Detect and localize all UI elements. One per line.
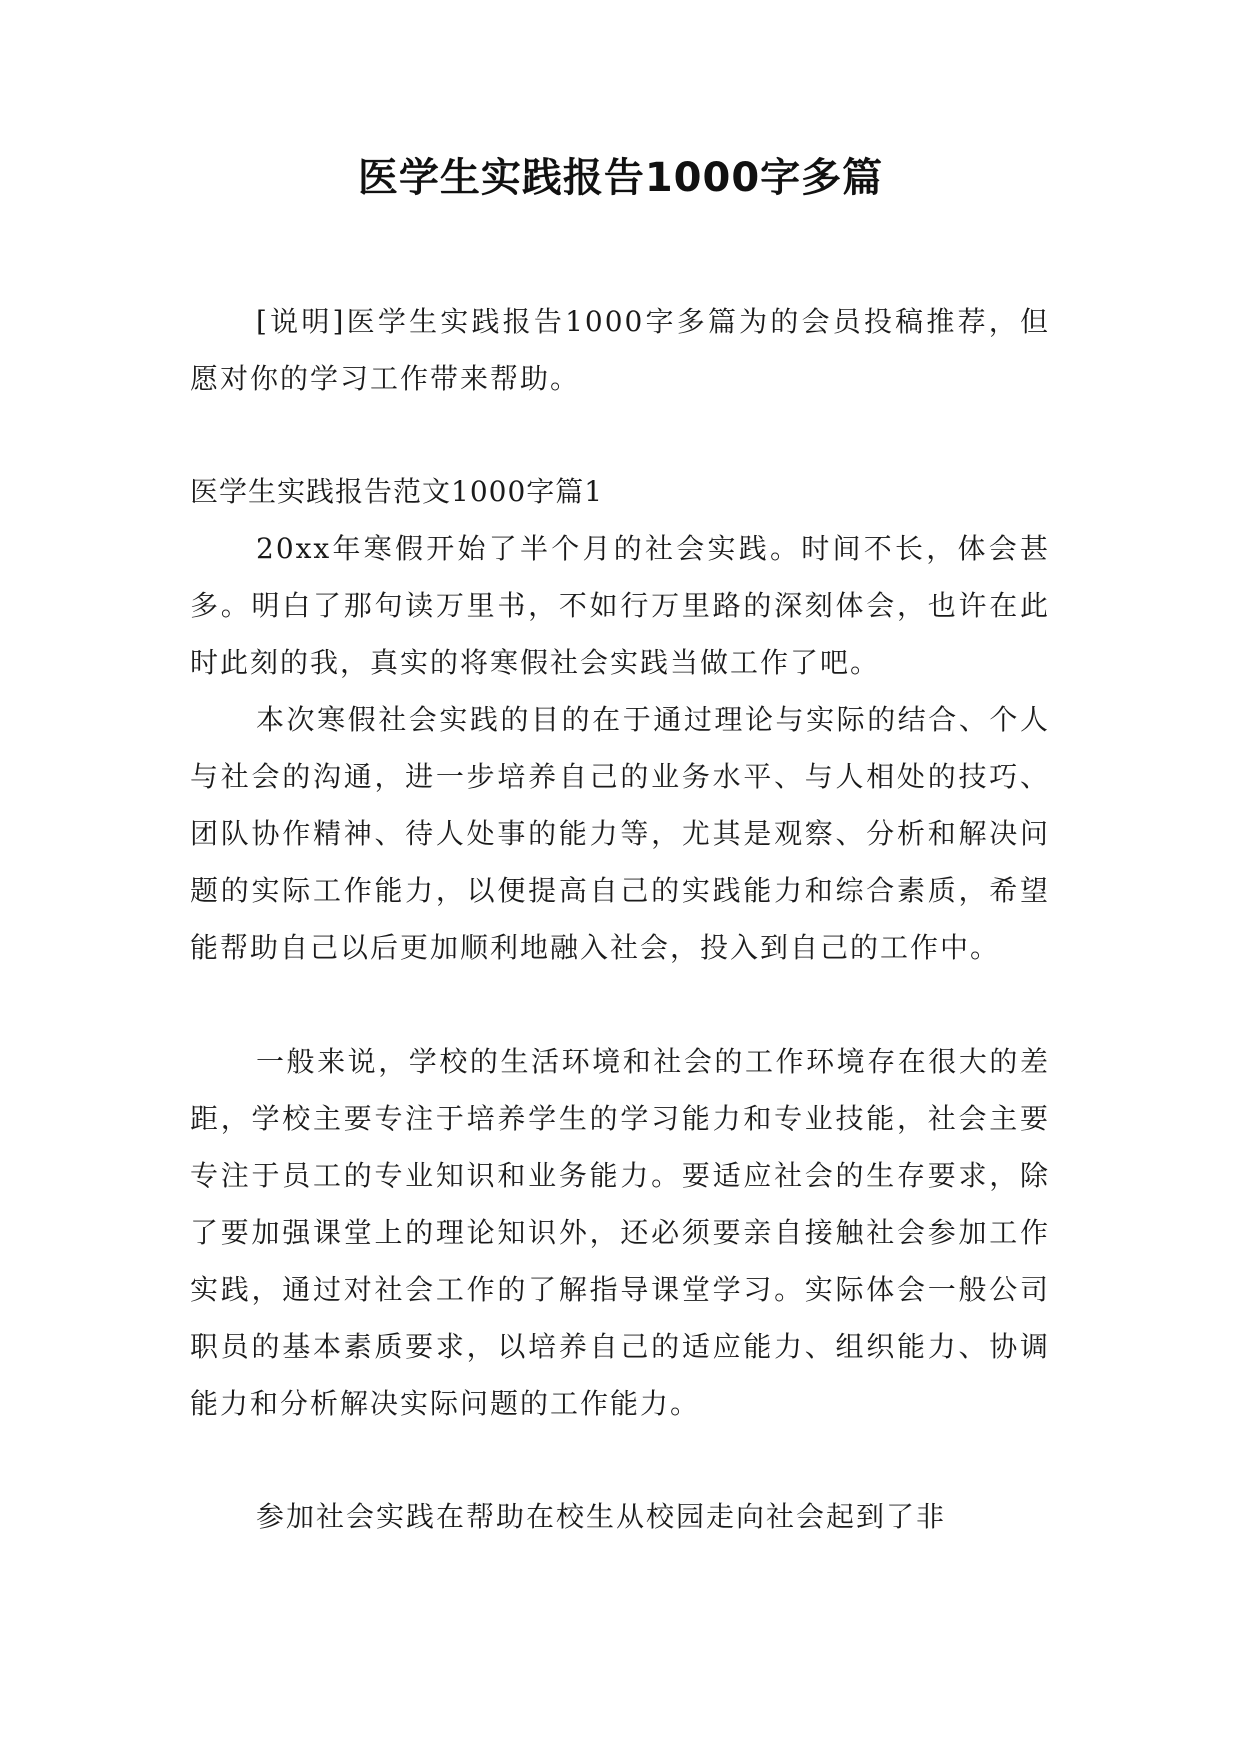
section-heading: 医学生实践报告范文1000字篇1 <box>190 475 604 508</box>
intro-paragraph: [说明]医学生实践报告1000字多篇为的会员投稿推荐，但愿对你的学习工作带来帮助。 <box>190 305 1050 395</box>
document-title: 医学生实践报告1000字多篇 <box>357 155 884 201</box>
body-paragraph: 本次寒假社会实践的目的在于通过理论与实际的结合、个人与社会的沟通，进一步培养自己的业务水平、与人相处的技巧、团队协作精神、待人处事的能力等，尤其是观察、分析和解决问题的实际工作能力，以便提高自己的实践能力和综合素质，希望能帮助自己以后更加顺利地融入社会，投入到自己的工作中。 <box>190 703 1050 964</box>
body-paragraph: 一般来说，学校的生活环境和社会的工作环境存在很大的差距，学校主要专注于培养学生的学习能力和专业技能，社会主要专注于员工的专业知识和业务能力。要适应社会的生存要求，除了要加强课堂上的理论知识外，还必须要亲自接触社会参加工作实践，通过对社会工作的了解指导课堂学习。实际体会一般公司职员的基本素质要求，以培养自己的适应能力、组织能力、协调能力和分析解决实际问题的工作能力。 <box>190 1045 1050 1420</box>
body-paragraph: 20xx年寒假开始了半个月的社会实践。时间不长，体会甚多。明白了那句读万里书，不如行万里路的深刻体会，也许在此时此刻的我，真实的将寒假社会实践当做工作了吧。 <box>190 532 1050 679</box>
body-paragraph: 参加社会实践在帮助在校生从校园走向社会起到了非 <box>256 1500 947 1533</box>
